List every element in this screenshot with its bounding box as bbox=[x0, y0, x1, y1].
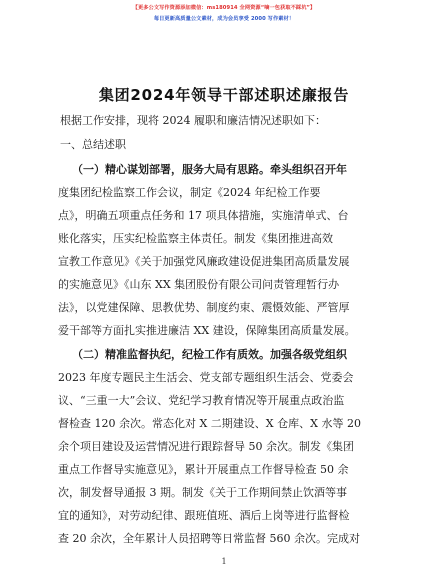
paragraph-1-lead: （一）精心谋划部署，服务大局有思路。牵头组织召开年 bbox=[72, 163, 347, 176]
paragraph-2-line: 余个项目建设及运营情况进行跟踪督导 50 余次。制发《集团 bbox=[58, 440, 354, 453]
promo-banner-line-1: 【更多公文写作资源添加微信：ms180914 全网资源“嘀一包获取不踩坑”】 bbox=[132, 5, 316, 11]
paragraph-2-lead: （二）精准监督执纪，纪检工作有质效。加强各级党组织 bbox=[72, 348, 347, 361]
paragraph-1-line bbox=[72, 163, 347, 177]
paragraph-2-line: 次，制发督导通报 3 期。制发《关于工作期间禁止饮酒等事 bbox=[58, 486, 347, 499]
paragraph-2-line: 查 20 余次，全年累计人员招聘等日常监督 560 余次。完成对 bbox=[58, 532, 360, 545]
paragraph-1-line: 法》，以党建保障、思教优势、制度约束、震慑效能、严管厚 bbox=[58, 301, 350, 314]
promo-banner-line-2: 每日更新高质量公文素材，成为会员享受 2000 写作素材！ bbox=[153, 16, 295, 22]
paragraph-1-line: 点》，明确五项重点任务和 17 项具体措施，实施清单式、台 bbox=[58, 209, 349, 222]
document-title: 集团2024年领导干部述职述廉报告 bbox=[98, 86, 350, 104]
paragraph-1-line: 度集团纪检监察工作会议，制定《2024 年纪检工作要 bbox=[58, 186, 321, 199]
intro-text: 根据工作安排，现将 2024 履职和廉洁情况述职如下： bbox=[60, 114, 326, 127]
paragraph-2-line bbox=[72, 348, 347, 362]
paragraph-2-line: 议、“三重一大”会议、党纪学习教育情况等开展重点政治监 bbox=[58, 394, 345, 407]
paragraph-2-line: 重点工作督导实施意见》，累计开展重点工作督导检查 50 余 bbox=[58, 463, 349, 476]
section-heading: 一、总结述职 bbox=[60, 138, 126, 151]
paragraph-1-line: 宣教工作意见》《关于加强党风廉政建设促进集团高质量发展 bbox=[58, 255, 350, 268]
paragraph-1-line: 账化落实，压实纪检监察主体责任。制发《集团推进高效 bbox=[58, 232, 333, 245]
paragraph-2-line: 2023 年度专题民主生活会、党支部专题组织生活会、党委会 bbox=[58, 371, 354, 384]
paragraph-1-line: 爱干部等方面扎实推进廉洁 XX 建设，保障集团高质量发展。 bbox=[58, 324, 356, 337]
paragraph-1-line: 的实施意见》《山东 XX 集团股份有限公司问责管理暂行办 bbox=[58, 278, 340, 291]
paragraph-2-line: 督检查 120 余次。常态化对 X 二期建设、X 仓库、X 水等 20 bbox=[58, 417, 361, 430]
page-number: 1 bbox=[221, 557, 227, 566]
paragraph-2-line: 宜的通知》，对劳动纪律、跟班值班、酒后上岗等进行监督检 bbox=[58, 509, 350, 522]
